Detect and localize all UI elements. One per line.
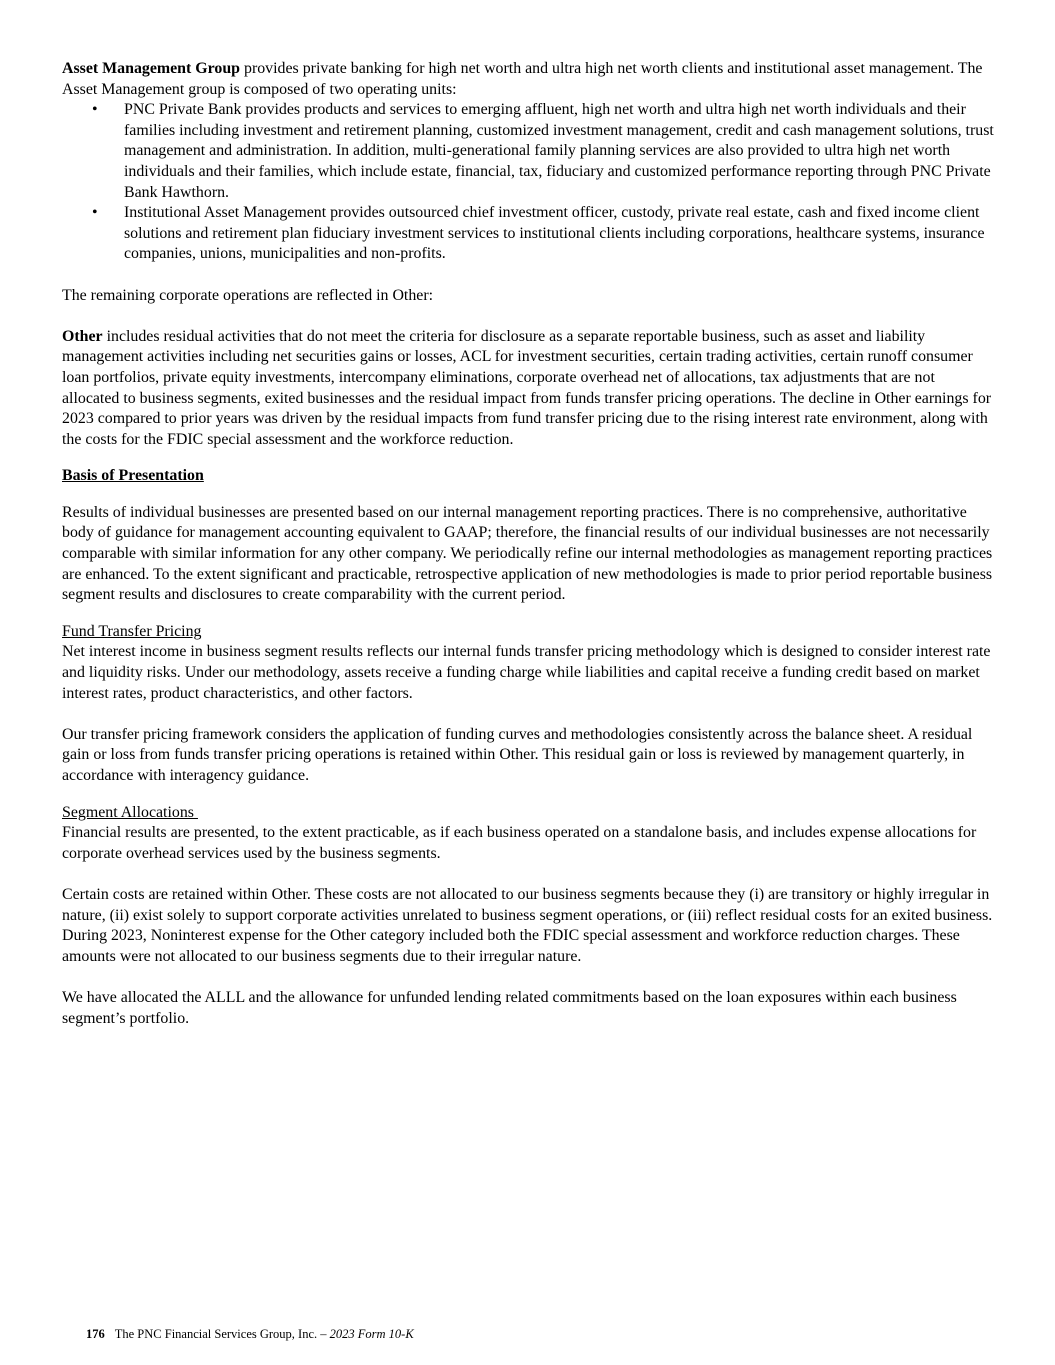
list-item-private-bank [62, 100, 996, 203]
segment-allocations-heading: Segment Allocations [62, 803, 198, 821]
other-lead: Other [62, 327, 103, 345]
asset-management-intro [62, 59, 996, 100]
document-body [62, 59, 996, 1029]
segment-allocations-text-3: We have allocated the ALLL and the allowance for unfunded lending related commitments based on the loan exposures within each business segment’s portfolio. [62, 988, 957, 1027]
asset-management-text: provides private banking for high net worth and ultra high net worth clients and institutional asset management. The Asset Management group is composed of two operating units: [62, 60, 983, 98]
list-item-text: Institutional Asset Management provides outsourced chief investment officer, custody, private real estate, cash and fixed income client solutions and retirement plan fiduciary investment services to institutional clients including corporations, healthcare systems, insurance companies, unions, municipalities and non-profits. [124, 204, 985, 263]
page-number: 176 [86, 1327, 105, 1341]
list-item-institutional [62, 203, 996, 265]
fund-transfer-pricing-text-1: Net interest income in business segment results reflects our internal funds transfer pricing methodology which is designed to consider interest rate and liquidity risks. Under our methodology, assets receive a funding charge while liabilities and capital receive a funding credit based on market interest rates, product characteristics, and other factors. [62, 643, 991, 702]
basis-of-presentation-text: Results of individual businesses are presented based on our internal management reporting practices. There is no comprehensive, authoritative body of guidance for management accounting equivalent to GAAP; therefore, the financial results of our individual businesses are not necessarily comparable with similar information for any other company. We periodically refine our internal methodologies as management reporting practices are enhanced. To the extent significant and practicable, retrospective application of new methodologies is made to prior period reportable business segment results and disclosures to create comparability with the current period. [62, 503, 993, 604]
other-paragraph [62, 327, 996, 451]
bullet-icon: • [92, 101, 98, 119]
page-footer [86, 1326, 414, 1342]
fund-transfer-pricing-heading: Fund Transfer Pricing [62, 622, 202, 640]
segment-allocations-text-2: Certain costs are retained within Other. These costs are not allocated to our business segments because they (i) are transitory or highly irregular in nature, (ii) exist solely to support corporate activities unrelated to business segment operations, or (iii) reflect residual costs for an exited business. During 2023, Noninterest expense for the Other category included both the FDIC special assessment and workforce reduction charges. These amounts were not allocated to our business segments due to their irregular nature. [62, 885, 993, 965]
fund-transfer-pricing-text-2: Our transfer pricing framework considers the application of funding curves and methodologies consistently across the balance sheet. A residual gain or loss from funds transfer pricing operations is retained within Other. This residual gain or loss is reviewed by management quarterly, in accordance with interagency guidance. [62, 725, 973, 784]
footer-form: 2023 Form 10-K [329, 1327, 414, 1341]
asset-management-lead: Asset Management Group [62, 60, 241, 77]
other-text: includes residual activities that do not meet the criteria for disclosure as a separate reportable business, such as asset and liability management activities including net securities gains or losses, ACL for investment securities, certain trading activities, certain runoff consumer loan portfolios, private equity investments, intercompany eliminations, corporate overhead net of allocations, tax adjustments that are not allocated to business segments, exited businesses and the residual impact from funds transfer pricing operations. The decline in Other earnings for 2023 compared to prior years was driven by the residual impacts from fund transfer pricing due to the rising interest rate environment, along with the costs for the FDIC special assessment and the workforce reduction. [62, 327, 992, 448]
remaining-operations-text: The remaining corporate operations are reflected in Other: [62, 286, 434, 304]
segment-allocations-text-1: Financial results are presented, to the extent practicable, as if each business operated on a standalone basis, and includes expense allocations for corporate overhead services used by the business segments. [62, 824, 977, 862]
operating-units-list [62, 100, 996, 265]
footer-company: The PNC Financial Services Group, Inc. – [114, 1327, 327, 1341]
list-item-text: PNC Private Bank provides products and services to emerging affluent, high net worth and ultra high net worth individuals and their families including investment and retirement planning, customized investment management, credit and cash management solutions, trust management and administration. In addition, multi-generational family planning services are also provided to ultra high net worth individuals and their families, which include estate, financial, tax, fiduciary and customized performance reporting through PNC Private Bank Hawthorn. [124, 101, 994, 201]
basis-of-presentation-heading: Basis of Presentation [62, 467, 204, 485]
bullet-icon: • [92, 204, 98, 222]
